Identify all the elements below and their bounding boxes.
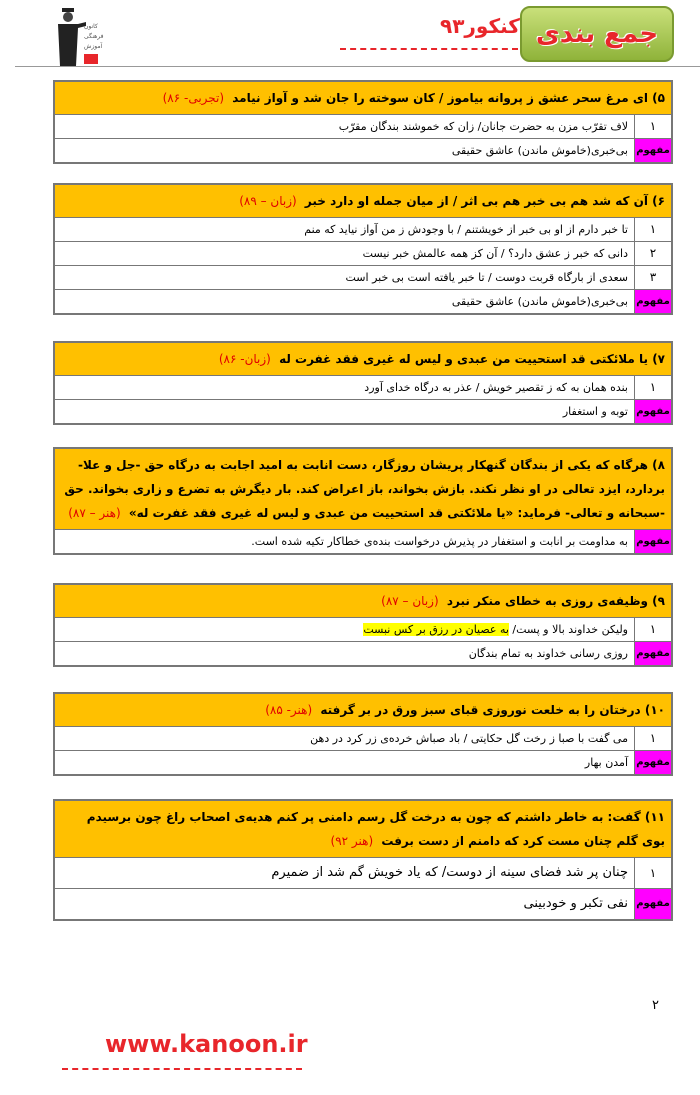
website-url: www.kanoon.ir	[105, 1030, 308, 1058]
mafhum-row	[55, 530, 671, 553]
concept-table	[53, 183, 673, 315]
svg-text:کانون: کانون	[84, 23, 98, 30]
row-number: ۲	[634, 242, 671, 265]
mafhum-row	[55, 642, 671, 665]
table-header	[55, 185, 671, 218]
mafhum-row	[55, 400, 671, 423]
header-text: ۷) یا ملائکتی قد استحییت من عبدی و لیس له غیری فقد غفرت له	[279, 352, 665, 366]
verse-part: تا خبر دارم از او بی خبر از خویشتنم / با وجودش ز من آواز نیاید که منم	[304, 223, 628, 236]
row-number: ۱	[634, 618, 671, 641]
exam-source: (زبان – ۸۹)	[239, 194, 297, 208]
verse-part: ولیکن خداوند بالا و پست/	[508, 623, 628, 636]
mafhum-row	[55, 139, 671, 162]
mafhum-label: مفهوم	[634, 400, 671, 423]
mafhum-label: مفهوم	[634, 139, 671, 162]
verse-text	[304, 727, 634, 750]
verse-part: چنان پر شد فضای سینه از دوست/ که یاد خویش گم شد از ضمیرم	[271, 865, 628, 880]
mafhum-text: نفی تکبر و خودبینی	[523, 896, 628, 911]
verse-part: دانی که خبر ز عشق دارد؟ / آن کز همه عالمش خبر نیست	[362, 247, 628, 260]
concept-table	[53, 447, 673, 555]
header-text: ۱۱) گفت: به خاطر داشتم که چون به درخت گل رسم دامنی پر کنم هدیه‌ی اصحاب راغ چون برسیدم بوی گلم چنان مست کرد که دامنم از دست برفت	[86, 810, 665, 848]
svg-text:آموزش: آموزش	[84, 43, 103, 50]
table-header	[55, 449, 671, 530]
table-header	[55, 801, 671, 858]
mafhum-text: توبه و استغفار	[562, 405, 628, 418]
verse-text	[340, 266, 635, 289]
verse-part: لاف تقرّب مزن به حضرت جانان/ زان که خموشند بندگان مقرّب	[338, 120, 628, 133]
footer-dashed-line	[62, 1068, 302, 1070]
mafhum-row	[55, 751, 671, 774]
exam-source: (زبان – ۸۷)	[381, 594, 439, 608]
mafhum-text: بی‌خبری(خاموش ماندن) عاشق حقیقی	[451, 144, 628, 157]
table-header	[55, 585, 671, 618]
mafhum-row	[55, 290, 671, 313]
mafhum-label: مفهوم	[634, 642, 671, 665]
summary-badge	[520, 6, 674, 62]
mafhum-label: مفهوم	[634, 751, 671, 774]
mafhum-text: آمدن بهار	[584, 756, 628, 769]
table-row	[55, 376, 671, 400]
kanoon-logo	[48, 6, 106, 68]
header-text: ۶) آن که شد هم بی خبر هم بی اثر / از میان جمله او دارد خبر	[304, 194, 665, 208]
concept-table	[53, 341, 673, 425]
page-number: ۲	[652, 998, 659, 1013]
mafhum-label: مفهوم	[634, 290, 671, 313]
table-row	[55, 618, 671, 642]
verse-text	[357, 242, 634, 265]
verse-text	[265, 858, 634, 888]
table-row	[55, 858, 671, 889]
verse-text	[357, 618, 634, 641]
row-number: ۱	[634, 376, 671, 399]
verse-text	[298, 218, 634, 241]
table-row	[55, 266, 671, 290]
concept-table	[53, 799, 673, 921]
verse-part: بنده همان به که ز تقصیر خویش / عذر به درگاه خدای آورد	[364, 381, 628, 394]
concept-table	[53, 692, 673, 776]
svg-text:فرهنگی: فرهنگی	[84, 33, 104, 40]
table-row	[55, 727, 671, 751]
row-number: ۱	[634, 858, 671, 888]
table-row	[55, 218, 671, 242]
concept-table	[53, 80, 673, 164]
exam-source: (هنر- ۸۵)	[265, 703, 313, 717]
row-number: ۱	[634, 115, 671, 138]
exam-title: کنکور۹۳	[440, 14, 520, 38]
verse-text	[333, 115, 634, 138]
exam-source: (زبان- ۸۶)	[218, 352, 271, 366]
verse-part: سعدی از بارگاه قربت دوست / تا خبر یافته است بی خبر است	[345, 271, 628, 284]
mafhum-label: مفهوم	[634, 889, 671, 919]
table-row	[55, 242, 671, 266]
header-text: ۸) هرگاه که یکی از بندگان گنهکار پریشان روزگار، دست انابت به امید اجابت به درگاه حق -جل و علا- بردارد، ایزد تعالی در او نظر نکند. بازش بخواند، باز اعراض کند. بار دیگرش به تضرع و زاری بخواند. حق -سبحانه و تعالی- فرماید: «یا ملائکتی قد استحییت من عبدی و لیس له غیری فقد غفرت له»	[64, 458, 665, 520]
table-header	[55, 694, 671, 727]
row-number: ۳	[634, 266, 671, 289]
verse-text	[358, 376, 634, 399]
header-text: ۹) وظیفه‌ی روزی به خطای منکر نبرد	[446, 594, 665, 608]
verse-part: می گفت با صبا ز رخت گل حکایتی / باد صباش خرده‌ی زر کرد در دهن	[310, 732, 628, 745]
table-row	[55, 115, 671, 139]
mafhum-label: مفهوم	[634, 530, 671, 553]
exam-source: (هنر ۹۲)	[330, 834, 374, 848]
header-text: ۱۰) درختان را به خلعت نوروزی قبای سبز ورق در بر گرفته	[320, 703, 665, 717]
table-header	[55, 82, 671, 115]
row-number: ۱	[634, 218, 671, 241]
header-dashed-line	[340, 48, 518, 50]
exam-source: (تجربی- ۸۶)	[162, 91, 225, 105]
table-header	[55, 343, 671, 376]
row-number: ۱	[634, 727, 671, 750]
header-text: ۵) ای مرغ سحر عشق ز پروانه بیاموز / کان سوخته را جان شد و آواز نیامد	[232, 91, 665, 105]
header-divider	[15, 66, 700, 67]
mafhum-text: روزی رسانی خداوند به تمام بندگان	[468, 647, 628, 660]
mafhum-text: بی‌خبری(خاموش ماندن) عاشق حقیقی	[451, 295, 628, 308]
mafhum-text: به مداومت بر انابت و استغفار در پذیرش درخواست بنده‌ی خطاکار تکیه شده است.	[251, 535, 628, 548]
badge-text: جمع بندی	[535, 19, 659, 49]
highlighted-text: به عصیان در رزق بر کس نبست	[363, 623, 509, 636]
mafhum-row	[55, 889, 671, 919]
exam-source: (هنر – ۸۷)	[68, 506, 121, 520]
concept-table	[53, 583, 673, 667]
